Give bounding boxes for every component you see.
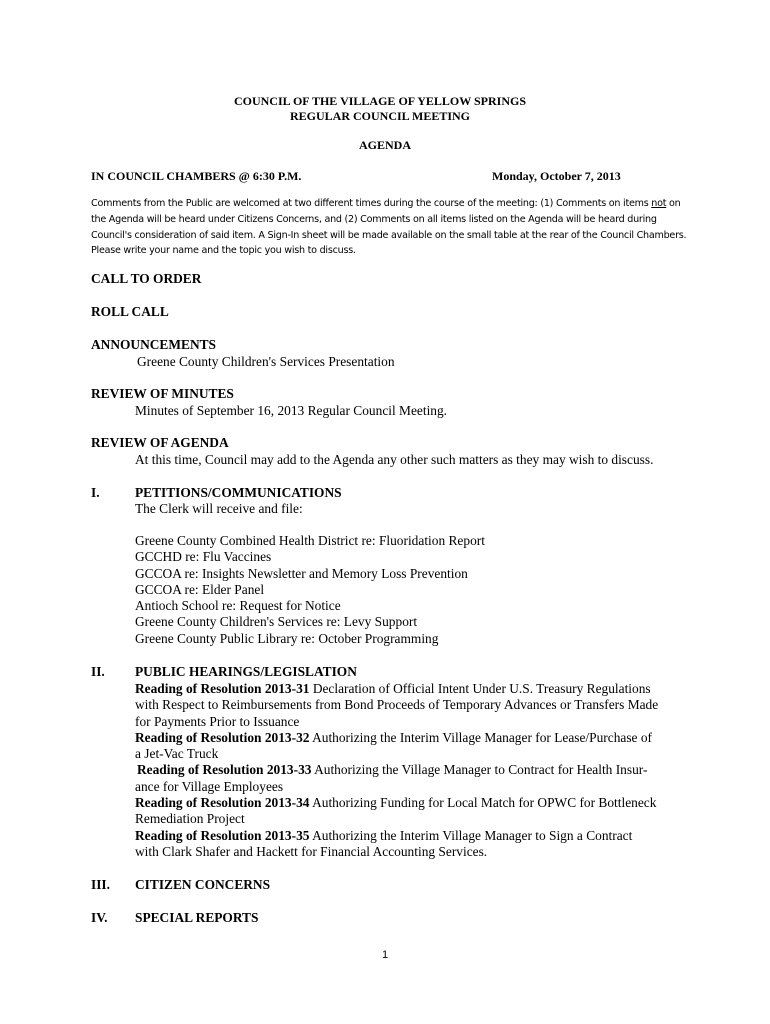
resolution-text: a Jet-Vac Truck bbox=[135, 746, 219, 762]
public-comment-notice bbox=[91, 196, 691, 259]
page-number: 1 bbox=[381, 949, 389, 961]
citizen-concerns-heading: CITIZEN CONCERNS bbox=[135, 877, 271, 892]
section-number-special: IV. bbox=[91, 910, 108, 925]
resolution-text: with Clark Shafer and Hackett for Financial Accounting Services. bbox=[135, 843, 488, 859]
resolution-2013-35 bbox=[135, 828, 695, 844]
notice-text-2: on the Agenda will be heard under Citizens Concerns, and (2) Comments on all items listed on the Agenda will be heard during Council's consideration of said item. A Sign-In sheet will be made available on the small table at the rear of the Council Chambers. Please write your name and the topic you wish to discuss. bbox=[91, 198, 687, 257]
resolution-label: Reading of Resolution 2013-34 bbox=[135, 795, 310, 811]
section-number-petitions: I. bbox=[91, 485, 100, 500]
notice-underlined-word: not bbox=[651, 198, 667, 209]
resolution-2013-31 bbox=[135, 681, 695, 697]
notice-text-1: Comments from the Public are welcomed at two different times during the course of the meeting: (1) Comments on items bbox=[91, 198, 652, 209]
announcements-heading: ANNOUNCEMENTS bbox=[91, 337, 216, 352]
petitions-intro: The Clerk will receive and file: bbox=[135, 501, 303, 516]
list-item: Antioch School re: Request for Notice bbox=[135, 598, 341, 614]
review-minutes-item: Minutes of September 16, 2013 Regular Council Meeting. bbox=[135, 403, 448, 418]
resolution-2013-32 bbox=[135, 730, 695, 746]
call-to-order-heading: CALL TO ORDER bbox=[91, 271, 202, 286]
resolution-label: Reading of Resolution 2013-31 bbox=[135, 681, 310, 696]
resolution-text: for Payments Prior to Issuance bbox=[135, 713, 300, 729]
resolution-2013-34 bbox=[135, 795, 695, 811]
list-item: GCCOA re: Elder Panel bbox=[135, 581, 265, 597]
special-reports-heading: SPECIAL REPORTS bbox=[135, 910, 259, 925]
resolution-text: ance for Village Employees bbox=[135, 778, 284, 794]
resolution-text: with Respect to Reimbursements from Bond Proceeds of Temporary Advances or Transfers Made bbox=[135, 697, 659, 713]
roll-call-heading: ROLL CALL bbox=[91, 304, 169, 319]
resolution-text: Declaration of Official Intent Under U.S. Treasury Regulations bbox=[309, 681, 651, 696]
petitions-list bbox=[135, 533, 695, 647]
resolution-label: Reading of Resolution 2013-33 bbox=[137, 762, 312, 778]
section-number-hearings: II. bbox=[91, 664, 105, 679]
resolution-text: Authorizing the Village Manager to Contract for Health Insur- bbox=[311, 762, 648, 778]
council-title: COUNCIL OF THE VILLAGE OF YELLOW SPRINGS bbox=[233, 94, 527, 108]
meeting-date: Monday, October 7, 2013 bbox=[492, 169, 621, 183]
list-item: GCCOA re: Insights Newsletter and Memory Loss Prevention bbox=[135, 565, 468, 581]
resolutions-list bbox=[135, 681, 695, 860]
announcement-item: Greene County Children's Services Presentation bbox=[137, 354, 395, 369]
list-item: Greene County Public Library re: October Programming bbox=[135, 630, 439, 646]
resolution-text: Authorizing Funding for Local Match for OPWC for Bottleneck bbox=[309, 795, 657, 811]
resolution-label: Reading of Resolution 2013-35 bbox=[135, 827, 310, 843]
list-item: GCCHD re: Flu Vaccines bbox=[135, 549, 272, 565]
agenda-title: AGENDA bbox=[358, 138, 411, 152]
resolution-text: Authorizing the Interim Village Manager for Lease/Purchase of bbox=[309, 729, 652, 745]
meeting-location: IN COUNCIL CHAMBERS @ 6:30 P.M. bbox=[91, 169, 302, 183]
resolution-text: Remediation Project bbox=[135, 811, 245, 827]
section-number-citizen: III. bbox=[91, 877, 110, 892]
resolution-label: Reading of Resolution 2013-32 bbox=[135, 729, 310, 745]
review-agenda-item: At this time, Council may add to the Agenda any other such matters as they may wish to discuss. bbox=[135, 452, 654, 467]
list-item: Greene County Combined Health District re: Fluoridation Report bbox=[135, 533, 485, 548]
review-agenda-heading: REVIEW OF AGENDA bbox=[91, 435, 229, 450]
resolution-2013-33 bbox=[137, 762, 695, 778]
hearings-heading: PUBLIC HEARINGS/LEGISLATION bbox=[135, 664, 357, 679]
list-item: Greene County Children's Services re: Levy Support bbox=[135, 614, 418, 630]
resolution-text: Authorizing the Interim Village Manager to Sign a Contract bbox=[309, 827, 633, 843]
meeting-type: REGULAR COUNCIL MEETING bbox=[289, 109, 471, 123]
review-minutes-heading: REVIEW OF MINUTES bbox=[91, 386, 234, 401]
petitions-heading: PETITIONS/COMMUNICATIONS bbox=[135, 485, 342, 500]
